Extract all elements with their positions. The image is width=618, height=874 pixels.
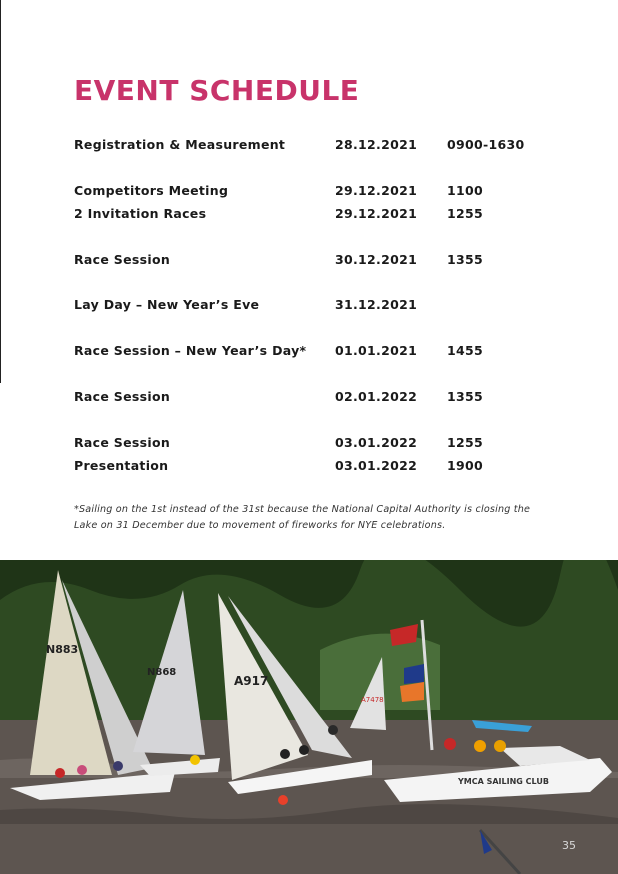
- event-date: 29.12.2021: [335, 206, 418, 221]
- crew: [494, 740, 506, 752]
- event-date: 02.01.2022: [335, 389, 418, 404]
- page-title: EVENT SCHEDULE: [74, 74, 360, 107]
- page-number: 35: [562, 839, 576, 852]
- event-name: Race Session: [74, 252, 171, 267]
- event-name: Race Session: [74, 435, 171, 450]
- sailor: [280, 749, 290, 759]
- sailor: [113, 761, 123, 771]
- event-date: 01.01.2021: [335, 343, 418, 358]
- event-name: 2 Invitation Races: [74, 206, 207, 221]
- event-time: 1255: [447, 206, 483, 221]
- footnote: *Sailing on the 1st instead of the 31st because the National Capital Authority is closing the Lake on 31 December due to movement of fireworks for NYE celebrations.: [74, 504, 531, 531]
- event-name: Registration & Measurement: [74, 137, 286, 152]
- event-date: 28.12.2021: [335, 137, 418, 152]
- event-date: 03.01.2022: [335, 435, 418, 450]
- event-time: 1100: [447, 183, 483, 198]
- sail-number: N883: [46, 643, 79, 656]
- crew: [444, 738, 456, 750]
- page-edge-line: [0, 0, 1, 383]
- boat-name: YMCA SAILING CLUB: [458, 777, 549, 786]
- event-time: 1900: [447, 458, 483, 473]
- event-date: 03.01.2022: [335, 458, 418, 473]
- event-date: 31.12.2021: [335, 297, 418, 312]
- sailor: [328, 725, 338, 735]
- sail-number: A917: [234, 674, 269, 688]
- sailor: [77, 765, 87, 775]
- sailor: [190, 755, 200, 765]
- event-name: Competitors Meeting: [74, 183, 229, 198]
- event-name: Presentation: [74, 458, 169, 473]
- sailor: [55, 768, 65, 778]
- event-time: 0900-1630: [447, 137, 525, 152]
- event-time: 1255: [447, 435, 483, 450]
- buoy: [278, 795, 288, 805]
- event-time: 1355: [447, 252, 483, 267]
- event-name: Race Session: [74, 389, 171, 404]
- event-time: 1355: [447, 389, 483, 404]
- sail-number: A7478: [361, 696, 384, 704]
- sail-number: N868: [147, 667, 177, 678]
- event-date: 30.12.2021: [335, 252, 418, 267]
- sailor: [299, 745, 309, 755]
- event-name: Race Session – New Year’s Day*: [74, 343, 307, 358]
- event-name: Lay Day – New Year’s Eve: [74, 297, 260, 312]
- crew: [474, 740, 486, 752]
- event-time: 1455: [447, 343, 483, 358]
- event-date: 29.12.2021: [335, 183, 418, 198]
- sailing-photo: [0, 560, 618, 874]
- sailing-scene: [0, 560, 618, 874]
